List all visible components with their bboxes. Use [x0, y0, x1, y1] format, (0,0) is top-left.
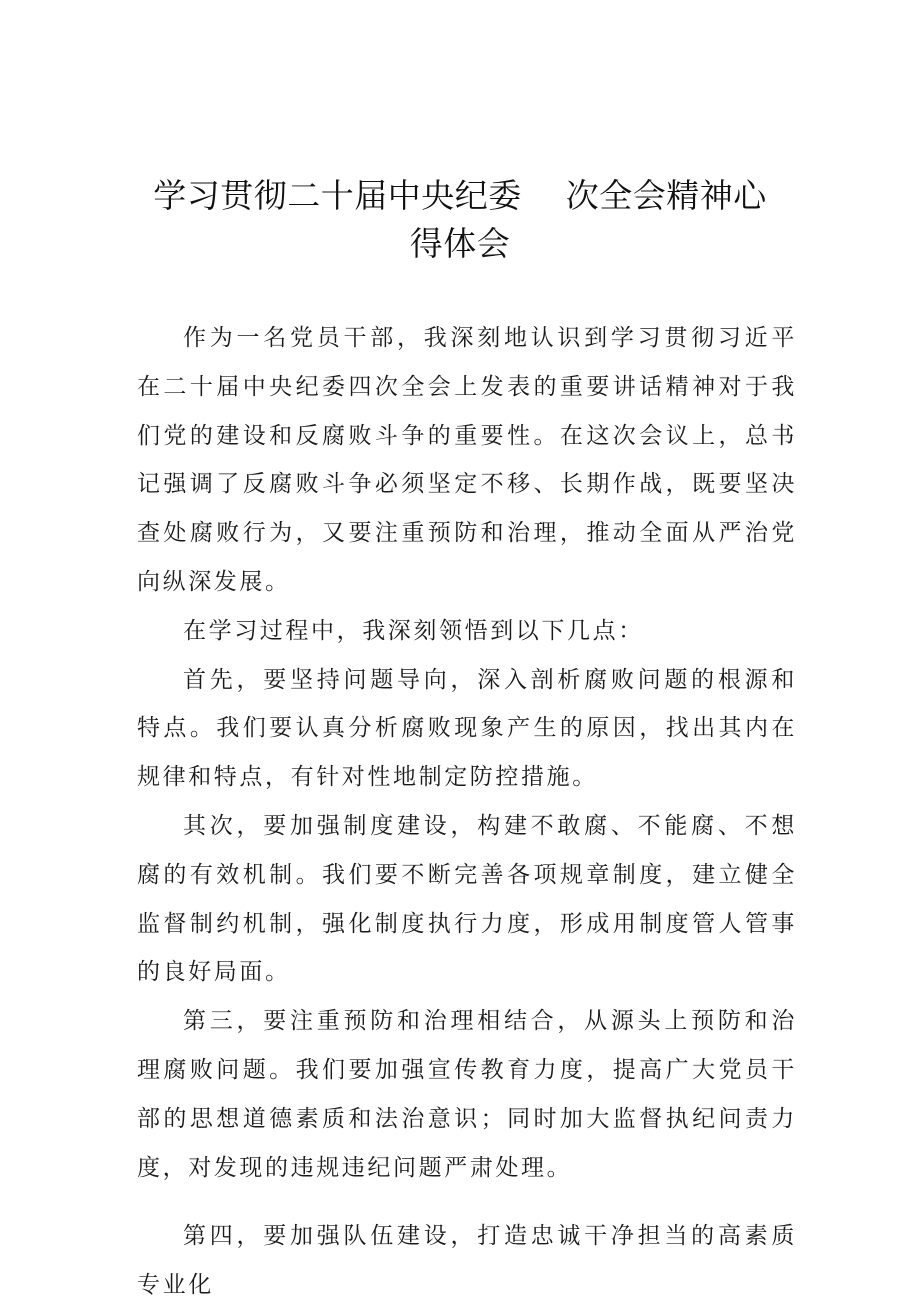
paragraph-fourth: 第四，要加强队伍建设，打造忠诚干净担当的高素质专业化: [137, 1223, 797, 1299]
paragraph-first: 首先，要坚持问题导向，深入剖析腐败问题的根源和特点。我们要认真分析腐败现象产生的原因，找出其内在规律和特点，有针对性地制定防控措施。: [137, 666, 797, 791]
paragraph-intro: 作为一名党员干部，我深刻地认识到学习贯彻习近平在二十届中央纪委四次全会上发表的重要讲话精神对于我们党的建设和反腐败斗争的重要性。在这次会议上，总书记强调了反腐败斗争必须坚定不移、长期作战，既要坚决查处腐败行为，又要注重预防和治理，推动全面从严治党向纵深发展。: [137, 325, 797, 595]
document-body: [137, 314, 797, 1310]
paragraph-second: 其次，要加强制度建设，构建不敢腐、不能腐、不想腐的有效机制。我们要不断完善各项规章制度，建立健全监督制约机制，强化制度执行力度，形成用制度管人管事的良好局面。: [137, 812, 797, 986]
paragraph-learning: 在学习过程中，我深刻领悟到以下几点：: [183, 617, 644, 644]
title-line2: 得体会: [409, 224, 511, 263]
paragraph-third: 第三，要注重预防和治理相结合，从源头上预防和治理腐败问题。我们要加强宣传教育力度，提高广大党员干部的思想道德素质和法治意识；同时加大监督执纪问责力度，对发现的违规违纪问题严肃处理。: [137, 1008, 797, 1181]
title-line1-part-a: 学习贯彻二十届中央纪委: [153, 176, 522, 215]
title-line1-part-b: 次全会精神心: [565, 176, 767, 215]
document-title: [130, 172, 790, 268]
